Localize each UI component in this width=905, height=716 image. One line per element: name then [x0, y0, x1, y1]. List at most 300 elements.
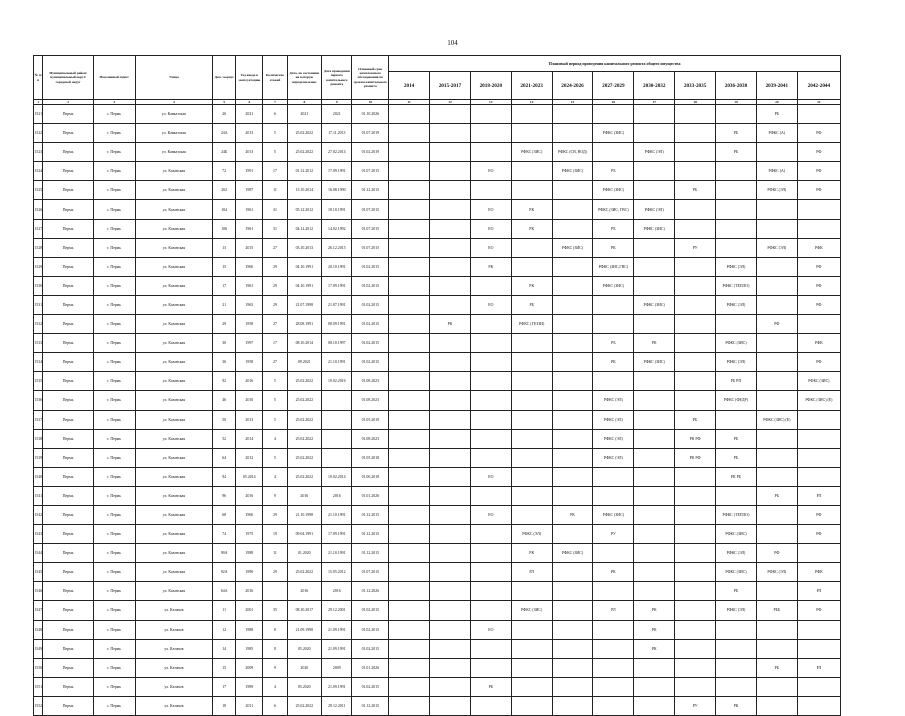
cell-work-period	[389, 544, 430, 563]
cell-d2: 27.02.2014	[322, 143, 352, 162]
cell-n: 1525	[34, 181, 43, 200]
cell-work-period	[552, 257, 593, 276]
cell-work-period	[675, 143, 716, 162]
cell-work-period: РФКС (ЭЛ)	[716, 257, 757, 276]
cell-year: 1960	[236, 257, 263, 276]
cell-work-period	[675, 372, 716, 391]
cell-work-period: РФК	[797, 563, 840, 582]
cell-work-period	[716, 486, 757, 505]
cell-work-period: РБ	[716, 429, 757, 448]
cell-year: 2016	[236, 486, 263, 505]
cell-d2: 21.10.1991	[322, 505, 352, 524]
table-row	[34, 696, 841, 715]
cell-work-period	[430, 295, 471, 314]
cell-work-period	[797, 677, 840, 696]
cell-work-period	[511, 372, 552, 391]
cell-d2: 21.10.1991	[322, 353, 352, 372]
cell-mun: Пермь	[43, 143, 93, 162]
cell-year: 1989	[236, 677, 263, 696]
cell-d3: 01.02.2015	[352, 677, 389, 696]
cell-work-period	[552, 639, 593, 658]
cell-work-period	[389, 238, 430, 257]
cell-mun: Пермь	[43, 334, 93, 353]
cell-n: 1536	[34, 391, 43, 410]
cell-work-period: РФКС (ЗИС)	[593, 124, 634, 143]
cell-d3: 01.12.2026	[352, 582, 389, 601]
cell-d1: 04.10.1991	[287, 257, 322, 276]
cell-street: ул. Казанская	[135, 295, 213, 314]
cell-d1: 09.04.1991	[287, 525, 322, 544]
cell-city: г. Пермь	[93, 677, 135, 696]
cell-floors: 6	[263, 105, 287, 124]
cell-work-period	[511, 353, 552, 372]
cell-work-period: РБ	[675, 410, 716, 429]
cell-mun: Пермь	[43, 353, 93, 372]
cell-work-period: РФКС (ЗИС)	[716, 525, 757, 544]
cell-work-period	[756, 639, 797, 658]
cell-mun: Пермь	[43, 525, 93, 544]
cell-work-period	[430, 200, 471, 219]
cell-work-period	[470, 410, 511, 429]
cell-work-period	[756, 276, 797, 295]
column-number: 14	[511, 100, 552, 105]
cell-work-period: РФКС (ЭЛ)	[593, 391, 634, 410]
cell-mun: Пермь	[43, 372, 93, 391]
cell-d3: 01.06.2018	[352, 467, 389, 486]
cell-work-period	[470, 143, 511, 162]
cell-work-period: РФ	[756, 544, 797, 563]
cell-d2: 18.10.1991	[322, 200, 352, 219]
cell-floors: 35	[263, 601, 287, 620]
cell-work-period: ЕО	[470, 505, 511, 524]
cell-d3: 01.02.2015	[352, 334, 389, 353]
cell-house: 72	[213, 162, 236, 181]
cell-work-period	[716, 105, 757, 124]
cell-work-period	[675, 219, 716, 238]
cell-work-period	[430, 162, 471, 181]
cell-work-period	[634, 467, 675, 486]
cell-work-period	[430, 696, 471, 715]
cell-work-period	[797, 696, 840, 715]
cell-work-period	[552, 658, 593, 677]
cell-n: 1537	[34, 410, 43, 429]
cell-street: ул. Казанов	[135, 677, 213, 696]
header-year-1: 2015-2017	[430, 72, 471, 100]
table-row	[34, 658, 841, 677]
cell-work-period	[634, 696, 675, 715]
cell-work-period: РФК	[797, 334, 840, 353]
cell-work-period	[756, 696, 797, 715]
cell-work-period: РФКС (ЭЛ)	[756, 238, 797, 257]
cell-street: ул. Казанская	[135, 563, 213, 582]
cell-work-period: ЕО	[470, 219, 511, 238]
cell-work-period: РФКС (ЭЛ)	[593, 429, 634, 448]
cell-d1: 08.10.2014	[287, 334, 322, 353]
cell-work-period	[716, 658, 757, 677]
cell-work-period	[430, 658, 471, 677]
cell-city: г. Пермь	[93, 105, 135, 124]
cell-work-period	[430, 410, 471, 429]
cell-work-period	[552, 486, 593, 505]
cell-street: ул. Казанская	[135, 486, 213, 505]
cell-work-period	[634, 563, 675, 582]
cell-work-period: РФКС (ЗИС)	[593, 276, 634, 295]
cell-d3: 01.12.2015	[352, 696, 389, 715]
cell-street: ул. Кавказская	[135, 105, 213, 124]
column-number: 17	[634, 100, 675, 105]
column-number: 15	[552, 100, 593, 105]
cell-work-period: РФКС (ЭЛ)	[593, 448, 634, 467]
cell-work-period	[634, 391, 675, 410]
cell-d2: 21.09.1991	[322, 620, 352, 639]
cell-work-period	[634, 429, 675, 448]
cell-work-period	[716, 200, 757, 219]
cell-work-period	[797, 620, 840, 639]
cell-n: 1527	[34, 219, 43, 238]
cell-work-period	[675, 658, 716, 677]
cell-year: 2001	[236, 601, 263, 620]
cell-floors: 5	[263, 391, 287, 410]
cell-work-period	[756, 295, 797, 314]
cell-work-period	[552, 525, 593, 544]
cell-work-period: РК	[511, 544, 552, 563]
cell-year: 1997	[236, 334, 263, 353]
cell-street: ул. Казанская	[135, 162, 213, 181]
cell-d1: 04.12.2012	[287, 219, 322, 238]
cell-work-period: РФ	[797, 124, 840, 143]
cell-mun: Пермь	[43, 429, 93, 448]
cell-year: 2016	[236, 372, 263, 391]
cell-mun: Пермь	[43, 658, 93, 677]
cell-work-period	[552, 467, 593, 486]
cell-work-period	[675, 124, 716, 143]
table-row	[34, 639, 841, 658]
cell-year: 1985	[236, 639, 263, 658]
cell-work-period: РК	[634, 334, 675, 353]
cell-work-period	[552, 448, 593, 467]
cell-floors: 5	[263, 448, 287, 467]
cell-d1: 03.10.2013	[287, 238, 322, 257]
cell-year: 2012	[236, 448, 263, 467]
cell-d2: 17.09.1991	[322, 162, 352, 181]
cell-floors: 5	[263, 410, 287, 429]
cell-work-period: РФКС (ЗИС) (Е)	[797, 391, 840, 410]
cell-floors: 11	[263, 181, 287, 200]
cell-work-period	[675, 353, 716, 372]
cell-work-period	[552, 276, 593, 295]
cell-work-period: РФКС (ЗИС)	[593, 505, 634, 524]
cell-d3: 01.02.2015	[352, 315, 389, 334]
cell-d2	[322, 410, 352, 429]
header-year-2: 2018-2020	[470, 72, 511, 100]
cell-floors: 5	[263, 143, 287, 162]
cell-work-period	[430, 219, 471, 238]
cell-work-period	[716, 620, 757, 639]
cell-city: г. Пермь	[93, 601, 135, 620]
cell-street: ул. Казанская	[135, 391, 213, 410]
header-date-prev: Дата, по состоянию на которую определен износ	[287, 56, 322, 100]
cell-d3: 01.10.2026	[352, 105, 389, 124]
cell-work-period: РФК	[797, 238, 840, 257]
cell-work-period	[389, 677, 430, 696]
cell-work-period: РФ	[797, 143, 840, 162]
cell-work-period	[593, 544, 634, 563]
table-row	[34, 219, 841, 238]
cell-house: 30	[213, 334, 236, 353]
cell-year: 2013	[236, 143, 263, 162]
cell-house: 29	[213, 315, 236, 334]
cell-work-period	[797, 467, 840, 486]
cell-n: 1530	[34, 276, 43, 295]
cell-work-period	[552, 696, 593, 715]
cell-work-period: РФ	[797, 525, 840, 544]
cell-year: 2016	[236, 582, 263, 601]
page-number: 104	[447, 39, 458, 47]
cell-street: ул. Казанская	[135, 525, 213, 544]
cell-floors: 8	[263, 639, 287, 658]
cell-work-period	[552, 677, 593, 696]
cell-street: ул. Казанская	[135, 372, 213, 391]
cell-city: г. Пермь	[93, 315, 135, 334]
cell-work-period	[511, 505, 552, 524]
cell-city: г. Пермь	[93, 486, 135, 505]
cell-work-period: РФКС (ЭЛ)	[634, 143, 675, 162]
cell-d1: 09.2021	[287, 353, 322, 372]
cell-house: 64А	[213, 582, 236, 601]
cell-work-period	[430, 124, 471, 143]
cell-work-period: РФКС (ЭЛ)	[716, 601, 757, 620]
cell-work-period: РЛ	[797, 486, 840, 505]
cell-d2: 10.02.2014	[322, 467, 352, 486]
cell-mun: Пермь	[43, 219, 93, 238]
column-number: 12	[430, 100, 471, 105]
table-row	[34, 486, 841, 505]
cell-street: ул. Казанская	[135, 334, 213, 353]
cell-work-period: РФКС (ТЕПЛО)	[716, 505, 757, 524]
cell-n: 1545	[34, 563, 43, 582]
cell-work-period	[593, 467, 634, 486]
cell-work-period	[389, 410, 430, 429]
table-row	[34, 467, 841, 486]
header-planned: Плановый срок комплексного обследования по срокам капитального ремонта	[352, 56, 389, 100]
cell-work-period	[389, 696, 430, 715]
cell-d3: 01.07.2019	[352, 124, 389, 143]
cell-work-period: ЕО	[470, 238, 511, 257]
cell-work-period	[389, 525, 430, 544]
cell-d2: 2016	[322, 486, 352, 505]
cell-street: ул. Казанская	[135, 238, 213, 257]
cell-work-period: РК	[430, 315, 471, 334]
cell-d2: 14.02.1992	[322, 219, 352, 238]
table-row	[34, 124, 841, 143]
cell-work-period	[430, 505, 471, 524]
cell-work-period	[756, 620, 797, 639]
cell-year: 1960	[236, 505, 263, 524]
cell-d2: 21.09.1991	[322, 639, 352, 658]
cell-work-period: РФКС (А)	[756, 124, 797, 143]
cell-city: г. Пермь	[93, 525, 135, 544]
cell-work-period: РФКС (СВ, ВОД)	[552, 143, 593, 162]
cell-work-period	[716, 410, 757, 429]
cell-work-period	[675, 334, 716, 353]
cell-mun: Пермь	[43, 582, 93, 601]
cell-n: 1523	[34, 143, 43, 162]
cell-d1: 2020	[287, 658, 322, 677]
cell-work-period	[511, 105, 552, 124]
cell-work-period: РФКС (ЗИС)	[511, 601, 552, 620]
cell-d3: 01.02.2015	[352, 353, 389, 372]
cell-house: 74	[213, 525, 236, 544]
cell-d1: 21.09.1998	[287, 620, 322, 639]
cell-work-period	[389, 219, 430, 238]
cell-work-period: ЕО	[470, 620, 511, 639]
cell-d1: 25.02.2022	[287, 448, 322, 467]
cell-city: г. Пермь	[93, 257, 135, 276]
cell-n: 1524	[34, 162, 43, 181]
cell-work-period	[552, 620, 593, 639]
cell-year: 1987	[236, 181, 263, 200]
cell-work-period	[675, 620, 716, 639]
cell-work-period	[675, 315, 716, 334]
cell-d1: 25.02.2022	[287, 467, 322, 486]
cell-n: 1549	[34, 639, 43, 658]
cell-mun: Пермь	[43, 162, 93, 181]
cell-work-period: РФКС (ЗИС)	[634, 295, 675, 314]
cell-work-period	[511, 658, 552, 677]
table-row	[34, 410, 841, 429]
cell-d3: 01.02.2019	[352, 143, 389, 162]
column-number: 5	[213, 100, 236, 105]
cell-work-period	[634, 181, 675, 200]
cell-year: 1961	[236, 276, 263, 295]
cell-year: 2014	[236, 429, 263, 448]
cell-work-period: РК	[552, 505, 593, 524]
cell-work-period	[593, 143, 634, 162]
table-row	[34, 391, 841, 410]
cell-city: г. Пермь	[93, 505, 135, 524]
cell-work-period: РФ	[797, 295, 840, 314]
cell-floors: 9	[263, 658, 287, 677]
cell-work-period: РФКС (ЗИС, ГВС)	[593, 200, 634, 219]
cell-work-period	[797, 105, 840, 124]
cell-street: ул. Казанская	[135, 544, 213, 563]
cell-work-period	[511, 410, 552, 429]
cell-mun: Пермь	[43, 105, 93, 124]
cell-house: 24Б	[213, 143, 236, 162]
cell-n: 1544	[34, 544, 43, 563]
table-row	[34, 505, 841, 524]
cell-work-period	[675, 677, 716, 696]
cell-street: ул. Казанская	[135, 276, 213, 295]
cell-d1: 25.02.2022	[287, 563, 322, 582]
cell-work-period	[716, 677, 757, 696]
cell-d2: 10.02.2016	[322, 372, 352, 391]
cell-d3: 01.07.2015	[352, 219, 389, 238]
table-row	[34, 620, 841, 639]
cell-street: ул. Казанов	[135, 658, 213, 677]
cell-d3: 01.05.2018	[352, 448, 389, 467]
cell-floors: 29	[263, 276, 287, 295]
cell-work-period: РФКС (ЗИС)	[552, 238, 593, 257]
cell-n: 1535	[34, 372, 43, 391]
cell-floors: 27	[263, 238, 287, 257]
cell-work-period: ЕО	[470, 200, 511, 219]
cell-work-period	[593, 696, 634, 715]
cell-year: 2010	[236, 391, 263, 410]
cell-work-period: РК РФ	[675, 448, 716, 467]
cell-work-period: РФКС (ТЕПЛО)	[716, 276, 757, 295]
cell-work-period	[634, 124, 675, 143]
cell-n: 1539	[34, 448, 43, 467]
cell-work-period: РБ	[675, 181, 716, 200]
cell-city: г. Пермь	[93, 162, 135, 181]
cell-n: 1522	[34, 124, 43, 143]
cell-work-period	[430, 525, 471, 544]
cell-house: 36	[213, 353, 236, 372]
cell-mun: Пермь	[43, 486, 93, 505]
cell-year: 1958	[236, 315, 263, 334]
cell-work-period	[634, 162, 675, 181]
cell-d1: 2021	[287, 105, 322, 124]
header-period-group: Плановый период проведения капитального ремонта общего имущества	[389, 56, 841, 72]
cell-d2	[322, 429, 352, 448]
cell-work-period	[430, 334, 471, 353]
cell-work-period: РФКС (А)	[756, 162, 797, 181]
cell-work-period	[430, 563, 471, 582]
cell-mun: Пермь	[43, 563, 93, 582]
cell-work-period	[552, 563, 593, 582]
cell-work-period: РФКС (ЭЛ)	[716, 353, 757, 372]
cell-work-period	[511, 448, 552, 467]
cell-floors: 9	[263, 486, 287, 505]
cell-d3: 01.07.2015	[352, 200, 389, 219]
cell-work-period: РБ	[593, 334, 634, 353]
cell-work-period	[389, 601, 430, 620]
table-row	[34, 448, 841, 467]
cell-work-period	[470, 696, 511, 715]
cell-work-period	[470, 563, 511, 582]
cell-work-period	[716, 162, 757, 181]
cell-work-period	[675, 295, 716, 314]
cell-house: 15	[213, 257, 236, 276]
cell-work-period	[511, 257, 552, 276]
cell-work-period	[511, 620, 552, 639]
cell-work-period: РБ	[756, 486, 797, 505]
cell-d2: 29.12.2011	[322, 696, 352, 715]
cell-d1: 05.2020	[287, 639, 322, 658]
cell-work-period	[511, 334, 552, 353]
column-number: 6	[236, 100, 263, 105]
cell-work-period	[675, 563, 716, 582]
cell-city: г. Пермь	[93, 429, 135, 448]
cell-d3: 01.12.2015	[352, 181, 389, 200]
cell-floors: 31	[263, 219, 287, 238]
cell-city: г. Пермь	[93, 563, 135, 582]
cell-city: г. Пермь	[93, 372, 135, 391]
cell-work-period	[470, 429, 511, 448]
cell-d3: 01.08.2023	[352, 372, 389, 391]
cell-house: 13	[213, 238, 236, 257]
cell-work-period	[470, 391, 511, 410]
cell-work-period: РФ	[756, 315, 797, 334]
cell-city: г. Пермь	[93, 181, 135, 200]
cell-d3: 01.02.2015	[352, 601, 389, 620]
cell-d1: 13.10.2014	[287, 181, 322, 200]
cell-floors: 4	[263, 429, 287, 448]
cell-work-period	[430, 582, 471, 601]
cell-d2	[322, 448, 352, 467]
cell-d2: 08.10.1997	[322, 334, 352, 353]
